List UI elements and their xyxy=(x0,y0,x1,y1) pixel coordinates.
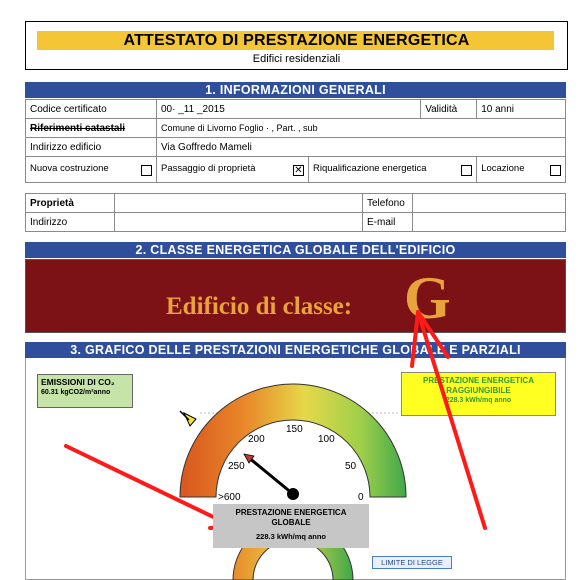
legal-limit-label: LIMITE DI LEGGE xyxy=(372,556,452,569)
riferimenti-value: Comune di Livorno Foglio · , Part. , sub xyxy=(157,119,566,138)
riferimenti-label: Riferimenti catastali xyxy=(26,119,157,138)
email-label: E-mail xyxy=(363,213,413,232)
global-performance-box xyxy=(213,504,369,548)
indirizzo-edificio-value: Via Goffredo Mameli xyxy=(157,138,566,157)
class-indicator-icon xyxy=(184,413,196,426)
class-caption: Edificio di classe: xyxy=(166,293,353,320)
riqualificazione-label: Riqualificazione energetica xyxy=(313,163,427,174)
validita-value: 10 anni xyxy=(477,100,566,119)
proprieta-label: Proprietà xyxy=(26,194,115,213)
annotation-arrow-right-head-a xyxy=(412,312,418,366)
gauge-hub xyxy=(287,488,299,500)
locazione-label: Locazione xyxy=(481,163,525,174)
emissions-value: 60.31 kgCO2/m²anno xyxy=(41,389,111,396)
nuova-costruzione-label: Nuova costruzione xyxy=(30,163,109,174)
target-title-2: RAGGIUNGIBILE xyxy=(446,386,511,395)
gauge-tick-0: 0 xyxy=(358,492,364,503)
global-title-2: GLOBALE xyxy=(271,518,311,527)
gauge-arc xyxy=(180,384,406,497)
target-title-1: PRESTAZIONE ENERGETICA xyxy=(423,376,534,385)
target-value: 228.3 kWh/mq anno xyxy=(445,397,512,404)
section-1-header: 1. INFORMAZIONI GENERALI xyxy=(25,82,566,98)
annotation-arrow-right-head-b xyxy=(418,312,448,357)
emissions-title: EMISSIONI DI CO₂ xyxy=(41,377,115,387)
document-title: ATTESTATO DI PRESTAZIONE ENERGETICA xyxy=(123,32,470,49)
document-subtitle: Edifici residenziali xyxy=(252,53,341,65)
indirizzo-edificio-label: Indirizzo edificio xyxy=(26,138,157,157)
global-title-1: PRESTAZIONE ENERGETICA xyxy=(235,508,347,517)
gauge-tick-200: 200 xyxy=(248,434,265,445)
codice-label: Codice certificato xyxy=(26,100,157,119)
codice-value: 00· _11 _2015 xyxy=(157,100,421,119)
gauge-needle xyxy=(248,457,293,494)
indirizzo-label: Indirizzo xyxy=(26,213,115,232)
class-letter: G xyxy=(404,265,451,331)
gauge-tick-50: 50 xyxy=(345,461,357,472)
gauge-tick-100: 100 xyxy=(318,434,335,445)
gauge-tick-600: >600 xyxy=(218,492,241,503)
validita-label: Validità xyxy=(421,100,477,119)
section-2-header: 2. CLASSE ENERGETICA GLOBALE DELL'EDIFICIO xyxy=(25,242,566,258)
passaggio-label: Passaggio di proprietà xyxy=(161,163,256,174)
global-value: 228.3 kWh/mq anno xyxy=(255,532,327,541)
gauge-tick-250: 250 xyxy=(228,461,245,472)
telefono-label: Telefono xyxy=(363,194,413,213)
section-3-header: 3. GRAFICO DELLE PRESTAZIONI ENERGETICHE GLOBALE E PARZIALI xyxy=(25,342,566,358)
gauge-tick-150: 150 xyxy=(286,424,303,435)
annotation-arrow-right xyxy=(418,312,485,528)
passaggio-checkbox[interactable]: ✕ xyxy=(294,165,303,176)
